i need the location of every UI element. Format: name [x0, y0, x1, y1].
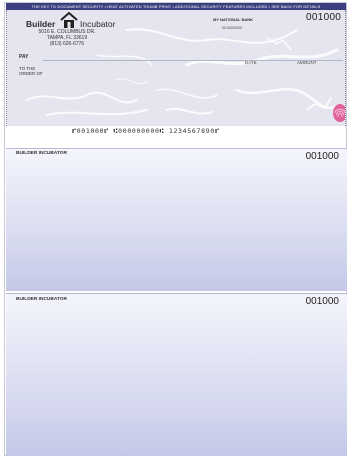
date-label: DATE [245, 60, 257, 65]
bank-routing-fraction: 00-0000/000 [222, 26, 242, 30]
amount-label: AMOUNT [297, 60, 317, 65]
to-the-order-of-label: TO THE ORDER OF [19, 66, 43, 76]
stub-company-name: BUILDER INCUBATOR [16, 151, 67, 156]
voucher-stub-1 [6, 149, 347, 291]
micr-line: ⑈001000⑈ ⑆000000000⑆ 1234567890⑈ [72, 127, 220, 135]
check-number: 001000 [306, 12, 342, 23]
address-line-2: TAMPA, FL 33619 [46, 35, 88, 41]
voucher-stub-2 [6, 294, 347, 456]
stub-company-name: BUILDER INCUBATOR [16, 297, 67, 302]
bank-name: MY NATIONAL BANK [213, 17, 253, 22]
check-body [6, 10, 346, 126]
address-line-1: 5016 E. COLUMBUS DR. [38, 29, 96, 35]
address-line-3: (813) 626-6776 [49, 41, 85, 47]
stub-check-number: 001000 [305, 296, 339, 307]
house-logo-icon [60, 12, 78, 28]
thumbprint-icon [333, 104, 346, 122]
security-banner: THE KEY TO DOCUMENT SECURITY • HEAT ACTIVATED THUMB PRINT • ADDITIONAL SECURITY FEATURES INCLUDED • SEE BACK FOR DETAILS [6, 3, 346, 10]
pay-label: PAY [19, 54, 29, 60]
company-logo: Builder Incubator [26, 12, 126, 28]
stub-check-number: 001000 [305, 151, 339, 162]
